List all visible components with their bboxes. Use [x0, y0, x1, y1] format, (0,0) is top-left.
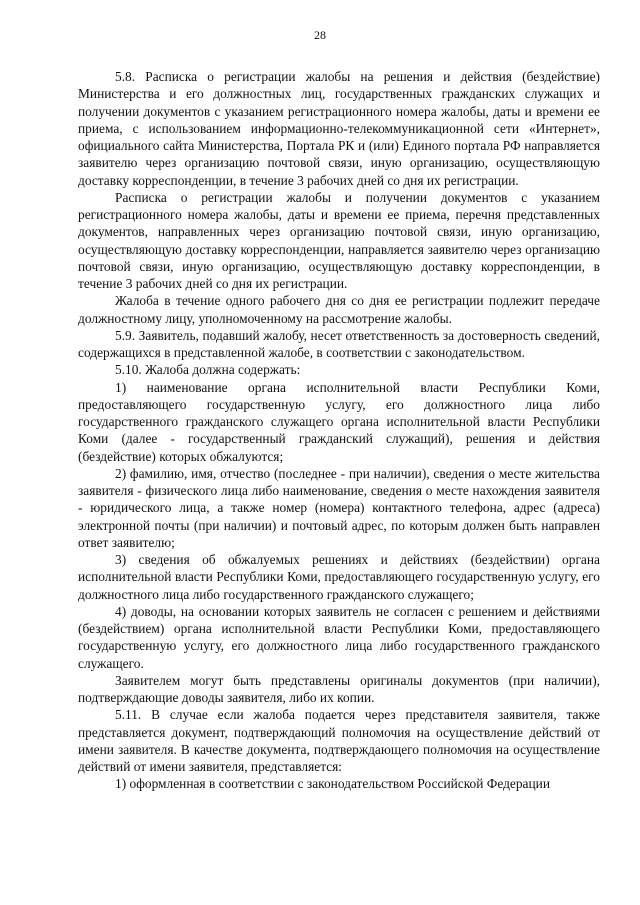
- paragraph-5-8: 5.8. Расписка о регистрации жалобы на решения и действия (бездействие) Министерства и его должностных лиц, государственных гражданских служащих и получении документов с указанием регистрационного номера жалобы, даты и времени ее приема, с использованием информационно-телекоммуникационной сети «Интернет», официального сайта Министерства, Портала РК и (или) Единого портала РФ направляется заявителю через организацию почтовой связи, иную организацию, осуществляющую доставку корреспонденции, в течение 3 рабочих дней со дня их регистрации.: [78, 69, 600, 188]
- list-item-4: 4) доводы, на основании которых заявитель не согласен с решением и действиями (бездействием) органа исполнительной власти Республики Коми, предоставляющего государственную услугу, его должностного лица либо государственного гражданского служащего.: [78, 603, 600, 671]
- paragraph-receipt: Расписка о регистрации жалобы и получении документов с указанием регистрационного номера жалобы, даты и времени ее приема, перечня представленных документов, направленных через организацию почтовой связи, иную организацию, осуществляющую доставку корреспонденции, направляется заявителю через организацию почтовой связи, иную организацию, осуществляющую доставку корреспонденции, в течение 3 рабочих дней со дня их регистрации.: [78, 189, 600, 291]
- page-number: 28: [314, 28, 326, 42]
- list-item-3: 3) сведения об обжалуемых решениях и действиях (бездействии) органа исполнительной власти Республики Коми, предоставляющего государственную услугу, его должностного лица либо государственного гражданского служащего;: [78, 552, 600, 602]
- list-item-5-11-1: 1) оформленная в соответствии с законодательством Российской Федерации: [115, 776, 551, 792]
- paragraph-originals: Заявителем могут быть представлены оригиналы документов (при наличии), подтверждающие доводы заявителя, либо их копии.: [78, 672, 600, 705]
- paragraph-complaint-transfer: Жалоба в течение одного рабочего дня со дня ее регистрации подлежит передаче должностному лицу, уполномоченному на рассмотрение жалобы.: [78, 293, 600, 326]
- list-item-2: 2) фамилию, имя, отчество (последнее - при наличии), сведения о месте жительства заявителя - физического лица либо наименование, сведения о месте нахождения заявителя - юридического лица, а также номер (номера) контактного телефона, адрес (адреса) электронной почты (при наличии) и почтовый адрес, по которым должен быть направлен ответ заявителю;: [78, 465, 600, 550]
- document-body: [78, 68, 600, 793]
- list-item-1: 1) наименование органа исполнительной власти Республики Коми, предоставляющего государственную услугу, его должностного лица либо государственного гражданского служащего органа исполнительной власти Республики Коми (далее - государственный гражданский служащий), решения и действия (бездействие) которых обжалуются;: [78, 379, 600, 464]
- paragraph-5-11: 5.11. В случае если жалоба подается через представителя заявителя, также представляется документ, подтверждающий полномочия на осуществление действий от имени заявителя. В качестве документа, подтверждающего полномочия на осуществление действий от имени заявителя, представляется:: [78, 707, 600, 774]
- paragraph-5-10: 5.10. Жалоба должна содержать:: [115, 362, 301, 378]
- paragraph-5-9: 5.9. Заявитель, подавший жалобу, несет ответственность за достоверность сведений, содержащихся в представленной жалобе, в соответствии с законодательством.: [78, 327, 600, 360]
